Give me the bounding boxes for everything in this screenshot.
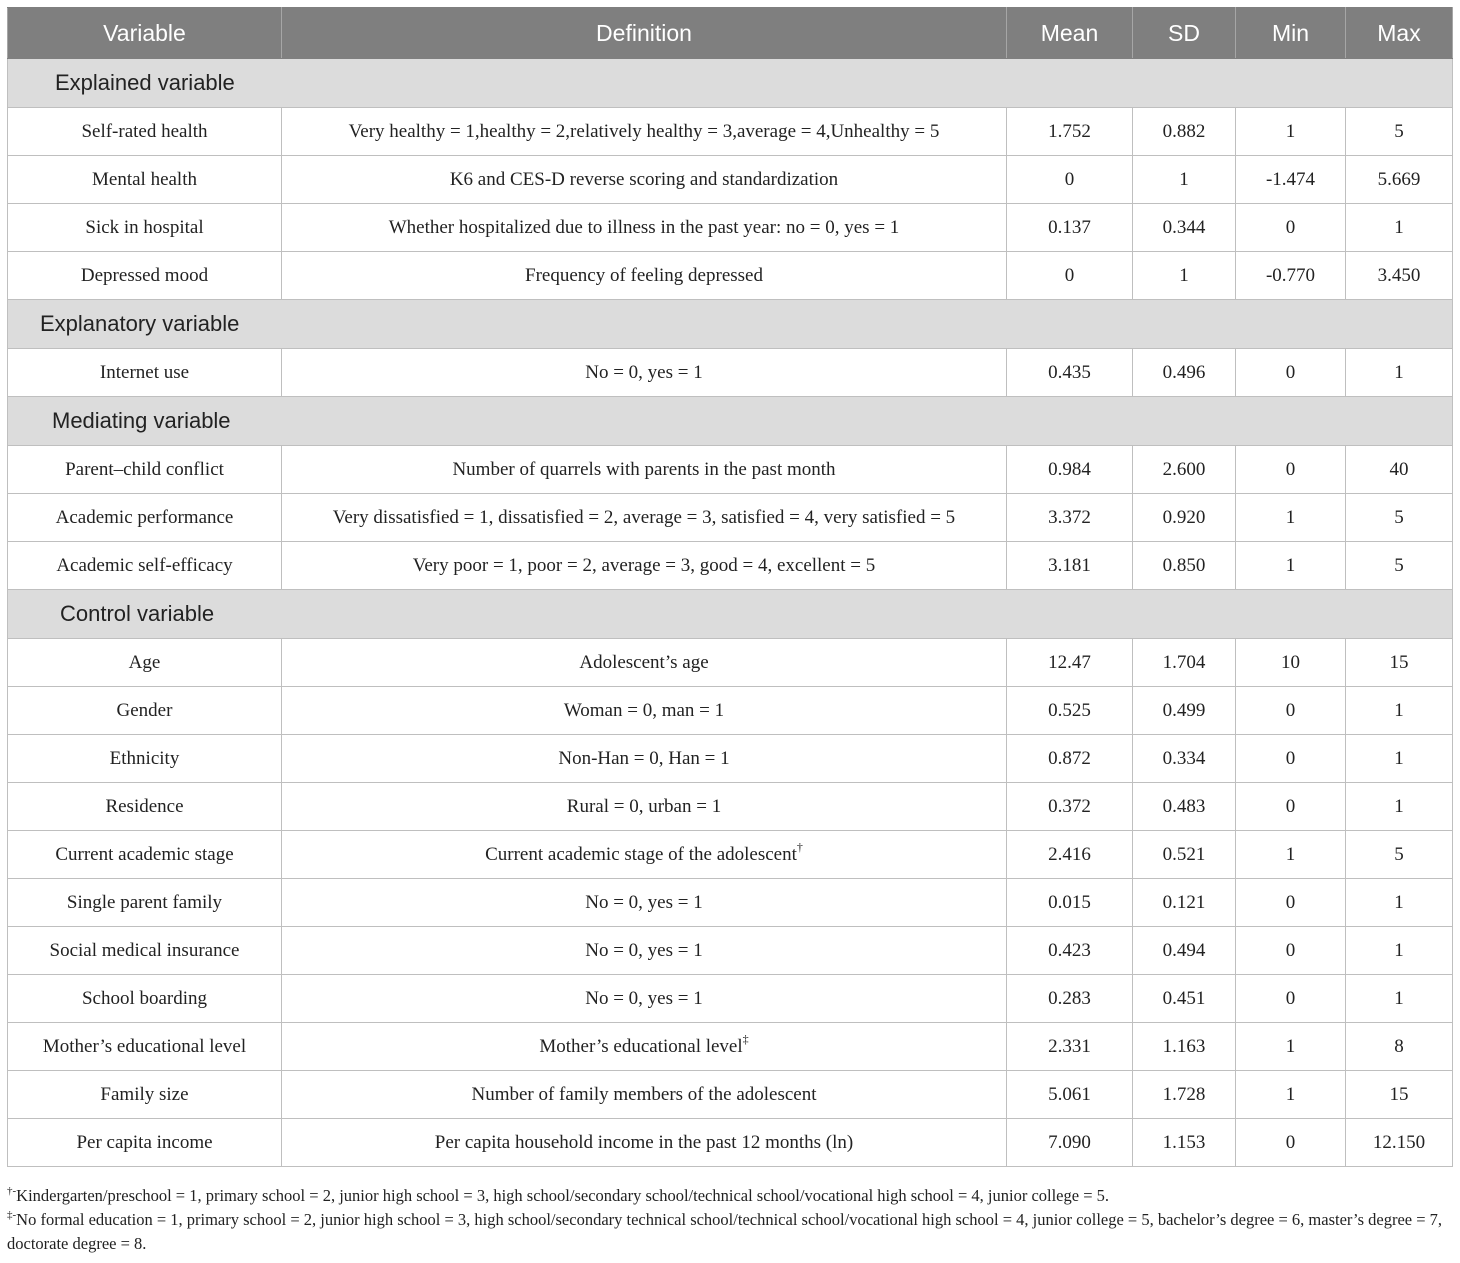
table-row <box>8 831 1453 879</box>
table-row <box>8 108 1453 156</box>
cell-definition: Adolescent’s age <box>282 639 1007 687</box>
cell-max: 15 <box>1346 639 1453 687</box>
cell-mean: 0.984 <box>1007 446 1133 494</box>
cell-max: 1 <box>1346 783 1453 831</box>
cell-variable: Gender <box>8 687 282 735</box>
cell-min: 1 <box>1236 831 1346 879</box>
cell-variable: Social medical insurance <box>8 927 282 975</box>
cell-mean: 0.137 <box>1007 204 1133 252</box>
footnotes <box>7 1184 1457 1256</box>
cell-max: 1 <box>1346 927 1453 975</box>
footnote-text: Kindergarten/preschool = 1, primary school = 2, junior high school = 3, high school/secondary school/technical school/vocational high school = 4, junior college = 5. <box>16 1186 1110 1205</box>
cell-mean: 0.525 <box>1007 687 1133 735</box>
cell-mean: 7.090 <box>1007 1119 1133 1167</box>
section-row <box>8 590 1453 639</box>
cell-definition-text: Current academic stage of the adolescent <box>485 843 797 865</box>
section-row <box>8 59 1453 108</box>
cell-sd: 0.334 <box>1133 735 1236 783</box>
table-row <box>8 252 1453 300</box>
footnote-mark: ‡- <box>7 1209 17 1221</box>
cell-variable: Mental health <box>8 156 282 204</box>
cell-max: 5 <box>1346 494 1453 542</box>
cell-sd: 0.451 <box>1133 975 1236 1023</box>
cell-variable: Internet use <box>8 349 282 397</box>
cell-min: 0 <box>1236 446 1346 494</box>
footnote-mark: † <box>796 839 803 854</box>
cell-definition-text: Mother’s educational level <box>539 1035 743 1057</box>
cell-sd: 0.344 <box>1133 204 1236 252</box>
footnote-mark: ‡ <box>742 1031 749 1046</box>
header-row <box>8 8 1453 59</box>
cell-sd: 0.496 <box>1133 349 1236 397</box>
cell-sd: 0.121 <box>1133 879 1236 927</box>
table-row <box>8 1023 1453 1071</box>
cell-definition: Very dissatisfied = 1, dissatisfied = 2, average = 3, satisfied = 4, very satisfied = 5 <box>282 494 1007 542</box>
cell-sd: 1.163 <box>1133 1023 1236 1071</box>
cell-min: 1 <box>1236 542 1346 590</box>
cell-max: 1 <box>1346 204 1453 252</box>
table-row <box>8 156 1453 204</box>
table-row <box>8 639 1453 687</box>
cell-mean: 0.435 <box>1007 349 1133 397</box>
table-row <box>8 1119 1453 1167</box>
cell-min: 1 <box>1236 1023 1346 1071</box>
cell-min: 1 <box>1236 494 1346 542</box>
cell-min: 0 <box>1236 204 1346 252</box>
footnote-mark: †- <box>7 1185 17 1197</box>
cell-definition <box>282 831 1007 879</box>
header-min: Min <box>1236 8 1346 59</box>
cell-mean: 0.423 <box>1007 927 1133 975</box>
cell-mean: 5.061 <box>1007 1071 1133 1119</box>
cell-min: -0.770 <box>1236 252 1346 300</box>
cell-mean: 0.872 <box>1007 735 1133 783</box>
table-row <box>8 1071 1453 1119</box>
header-max: Max <box>1346 8 1453 59</box>
cell-sd: 2.600 <box>1133 446 1236 494</box>
table-row <box>8 204 1453 252</box>
cell-variable: Residence <box>8 783 282 831</box>
table-row <box>8 927 1453 975</box>
cell-definition: Rural = 0, urban = 1 <box>282 783 1007 831</box>
cell-max: 3.450 <box>1346 252 1453 300</box>
cell-mean: 0 <box>1007 252 1133 300</box>
cell-min: 0 <box>1236 879 1346 927</box>
cell-variable: Sick in hospital <box>8 204 282 252</box>
cell-variable: Academic performance <box>8 494 282 542</box>
cell-sd: 1.728 <box>1133 1071 1236 1119</box>
table-header <box>8 8 1453 59</box>
cell-max: 8 <box>1346 1023 1453 1071</box>
header-variable: Variable <box>8 8 282 59</box>
cell-definition: Whether hospitalized due to illness in the past year: no = 0, yes = 1 <box>282 204 1007 252</box>
cell-min: 0 <box>1236 735 1346 783</box>
table-row <box>8 879 1453 927</box>
cell-sd: 1.704 <box>1133 639 1236 687</box>
cell-definition: Very poor = 1, poor = 2, average = 3, good = 4, excellent = 5 <box>282 542 1007 590</box>
cell-variable: Academic self-efficacy <box>8 542 282 590</box>
table-row <box>8 735 1453 783</box>
cell-min: 0 <box>1236 927 1346 975</box>
cell-mean: 2.331 <box>1007 1023 1133 1071</box>
cell-definition: Woman = 0, man = 1 <box>282 687 1007 735</box>
table-row <box>8 494 1453 542</box>
cell-sd: 0.483 <box>1133 783 1236 831</box>
cell-max: 1 <box>1346 735 1453 783</box>
table-row <box>8 446 1453 494</box>
cell-mean: 3.181 <box>1007 542 1133 590</box>
cell-definition: Number of quarrels with parents in the past month <box>282 446 1007 494</box>
cell-variable: Depressed mood <box>8 252 282 300</box>
cell-min: 0 <box>1236 349 1346 397</box>
cell-sd: 0.920 <box>1133 494 1236 542</box>
cell-definition: No = 0, yes = 1 <box>282 349 1007 397</box>
cell-sd: 0.494 <box>1133 927 1236 975</box>
table-body <box>8 59 1453 1167</box>
cell-definition: Very healthy = 1,healthy = 2,relatively healthy = 3,average = 4,Unhealthy = 5 <box>282 108 1007 156</box>
cell-mean: 1.752 <box>1007 108 1133 156</box>
descriptive-statistics-table <box>7 7 1453 1167</box>
cell-mean: 3.372 <box>1007 494 1133 542</box>
cell-max: 1 <box>1346 687 1453 735</box>
cell-sd: 0.882 <box>1133 108 1236 156</box>
cell-definition: Per capita household income in the past 12 months (ln) <box>282 1119 1007 1167</box>
cell-sd: 1 <box>1133 252 1236 300</box>
cell-mean: 2.416 <box>1007 831 1133 879</box>
cell-sd: 0.850 <box>1133 542 1236 590</box>
cell-variable: Ethnicity <box>8 735 282 783</box>
cell-sd: 1.153 <box>1133 1119 1236 1167</box>
cell-max: 40 <box>1346 446 1453 494</box>
cell-min: 0 <box>1236 1119 1346 1167</box>
cell-variable: School boarding <box>8 975 282 1023</box>
cell-sd: 1 <box>1133 156 1236 204</box>
cell-max: 12.150 <box>1346 1119 1453 1167</box>
cell-max: 1 <box>1346 879 1453 927</box>
cell-variable: Family size <box>8 1071 282 1119</box>
cell-definition: K6 and CES-D reverse scoring and standardization <box>282 156 1007 204</box>
cell-variable: Age <box>8 639 282 687</box>
cell-max: 5 <box>1346 108 1453 156</box>
cell-sd: 0.499 <box>1133 687 1236 735</box>
table-row <box>8 687 1453 735</box>
footnote <box>7 1208 1457 1256</box>
cell-max: 5 <box>1346 831 1453 879</box>
cell-variable: Per capita income <box>8 1119 282 1167</box>
table-row <box>8 542 1453 590</box>
footnote <box>7 1184 1457 1208</box>
table-row <box>8 975 1453 1023</box>
cell-mean: 0.283 <box>1007 975 1133 1023</box>
cell-min: 1 <box>1236 1071 1346 1119</box>
header-mean: Mean <box>1007 8 1133 59</box>
cell-min: 0 <box>1236 783 1346 831</box>
section-row <box>8 300 1453 349</box>
section-row <box>8 397 1453 446</box>
cell-definition: No = 0, yes = 1 <box>282 879 1007 927</box>
cell-min: 0 <box>1236 687 1346 735</box>
cell-max: 15 <box>1346 1071 1453 1119</box>
cell-mean: 12.47 <box>1007 639 1133 687</box>
cell-max: 1 <box>1346 349 1453 397</box>
cell-definition: Number of family members of the adolescent <box>282 1071 1007 1119</box>
cell-min: -1.474 <box>1236 156 1346 204</box>
cell-variable: Current academic stage <box>8 831 282 879</box>
cell-variable: Mother’s educational level <box>8 1023 282 1071</box>
cell-mean: 0.372 <box>1007 783 1133 831</box>
cell-min: 1 <box>1236 108 1346 156</box>
cell-definition <box>282 1023 1007 1071</box>
footnote-text: No formal education = 1, primary school = 2, junior high school = 3, high school/secondary technical school/technical school/vocational high school = 4, junior college = 5, bachelor’s degree = 6, master’s degree = 7, doctorate degree = 8. <box>7 1210 1443 1253</box>
cell-definition: No = 0, yes = 1 <box>282 927 1007 975</box>
cell-variable: Self-rated health <box>8 108 282 156</box>
section-title: Control variable <box>8 590 1453 639</box>
cell-definition: No = 0, yes = 1 <box>282 975 1007 1023</box>
cell-definition: Non-Han = 0, Han = 1 <box>282 735 1007 783</box>
cell-max: 5 <box>1346 542 1453 590</box>
cell-min: 10 <box>1236 639 1346 687</box>
table-row <box>8 349 1453 397</box>
cell-sd: 0.521 <box>1133 831 1236 879</box>
cell-mean: 0.015 <box>1007 879 1133 927</box>
cell-variable: Single parent family <box>8 879 282 927</box>
cell-mean: 0 <box>1007 156 1133 204</box>
cell-min: 0 <box>1236 975 1346 1023</box>
header-sd: SD <box>1133 8 1236 59</box>
table-row <box>8 783 1453 831</box>
cell-variable: Parent–child conflict <box>8 446 282 494</box>
section-title: Explained variable <box>8 59 1453 108</box>
cell-max: 5.669 <box>1346 156 1453 204</box>
cell-max: 1 <box>1346 975 1453 1023</box>
section-title: Explanatory variable <box>8 300 1453 349</box>
cell-definition: Frequency of feeling depressed <box>282 252 1007 300</box>
header-definition: Definition <box>282 8 1007 59</box>
section-title: Mediating variable <box>8 397 1453 446</box>
